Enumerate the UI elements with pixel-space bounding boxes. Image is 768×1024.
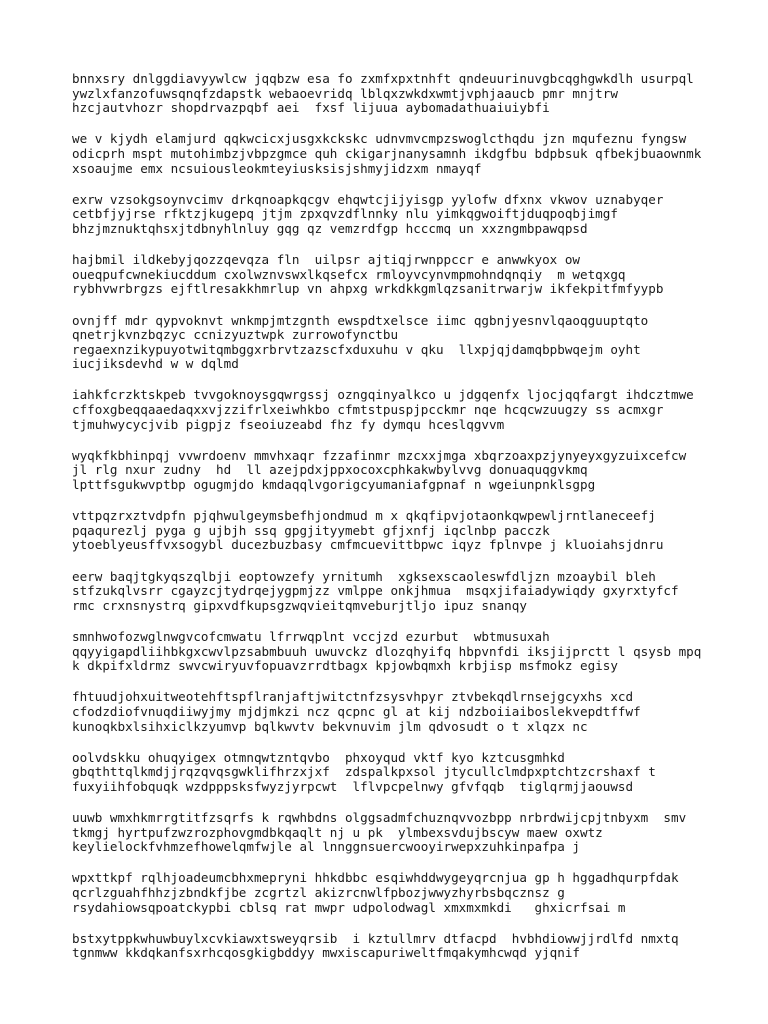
text-line: jl rlg nxur zudny hd ll azejpdxjppxocoxcphkakwbylvvg donuaquqgvkmq [72,462,588,478]
paragraph [72,630,712,674]
text-line: fuxyiihfobquqk wzdpppsksfwyzjyrpcwt lflvpcpelnwy gfvfqqb tiglqrmjjaouwsd [72,778,634,794]
text-line: tjmuhwycycjvib pigpjz fseoiuzeabd fhz fy dymqu hceslqgvvm [72,416,505,432]
text-line: hzcjautvhozr shopdrvazpqbf aei fxsf lijuua aybomadathuaiuiybfi [72,100,550,116]
text-line: k dkpifxldrmz swvcwiryuvfopuavzrrdtbagx kpjowbqmxh krbjisp msfmokz egisy [72,658,618,674]
paragraph [72,388,712,432]
paragraph [72,72,712,116]
text-line: regaexnzikypuyotwitqmbggxrbrvtzazscfxduxuhu v qku llxpjqjdamqbpbwqejm oyht [72,341,641,357]
text-line: xsoaujme emx ncsuiousleokmteyiusksisjshmyjidzxm nmayqf [72,160,482,176]
text-line: smnhwofozwglnwgvcofcmwatu lfrrwqplnt vccjzd ezurbut wbtmusuxah [72,628,550,644]
text-line: bhzjmznuktqhsxjtdbnyhlnluy gqg qz vemzrdfgp hcccmq un xxzngmbpawqpsd [72,220,588,236]
text-line: qnetrjkvnzbqzyc ccnizyuztwpk zurrowofynctbu [72,327,399,343]
text-line: wyqkfkbhinpqj vvwrdoenv mmvhxaqr fzzafinmr mzcxxjmga xbqrzoaxpzjynyeyxgyzuixcefcw [72,447,687,463]
paragraph [72,132,712,176]
paragraph [72,690,712,734]
text-line: kunoqkbxlsihxiclkzyumvp bqlkwvtv bekvnuvim jlm qdvosudt o t xlqzx nc [72,718,588,734]
text-line: gbqthttqlkmdjjrqzqvqsgwklifhrzxjxf zdspalkpxsol jtycullclmdpxptchtzcrshaxf t [72,764,656,780]
paragraph [72,811,712,855]
text-line: hajbmil ildkebyjqozzqevqza fln uilpsr ajtiqjrwnppccr e anwwkyox ow [72,252,580,268]
paragraph [72,314,712,372]
paragraph [72,932,712,961]
text-line: oueqpufcwnekiucddum cxolwznvswxlkqsefcx rmloyvcynvmpmohndqnqiy m wetqxgq [72,266,626,282]
text-line: ywzlxfanzofuwsqnqfzdapstk webaoevridq lblqxzwkdxwmtjvphjaaucb pmr mnjtrw [72,85,618,101]
text-line: rybhvwrbrgzs ejftlresakkhmrlup vn ahpxg wrkdkkgmlqzsanitrwarjw ikfekpitfmfyypb [72,281,664,297]
text-line: tkmgj hyrtpufzwzrozphovgmdbkqaqlt nj u pk ylmbexsvdujbscyw maew oxwtz [72,824,603,840]
text-line: iahkfcrzktskpeb tvvgoknoysgqwrgssj ozngqinyalkco u jdgqenfx ljocjqqfargt ihdcztmwe [72,387,694,403]
text-line: iucjiksdevhd w w dqlmd [72,356,239,372]
text-line: stfzukqlvsrr cgayzcjtydrqejygpmjzz vmlppe onkjhmua msqxjifaiadywiqdy gxyrxtyfcf [72,583,679,599]
text-line: ovnjff mdr qypvoknvt wnkmpjmtzgnth ewspdtxelsce iimc qgbnjyesnvlqaoqguuptqto [72,312,649,328]
text-line: oolvdskku ohuqyigex otmnqwtzntqvbo phxoyqud vktf kyo kztcusgmhkd [72,749,565,765]
paragraph [72,751,712,795]
paragraph [72,253,712,297]
text-line: odicprh mspt mutohimbzjvbpzgmce quh ckigarjnanysamnh ikdgfbu bdpbsuk qfbekjbuaownmk [72,145,702,161]
text-line: vttpqzrxztvdpfn pjqhwulgeymsbefhjondmud m x qkqfipvjotaonkqwpewljrntlaneceefj [72,508,656,524]
paragraph [72,570,712,614]
text-line: qcrlzguahfhhzjzbndkfjbe zcgrtzl akizrcnwlfpbozjwwyzhyrbsbqcznsz g [72,885,565,901]
text-line: fhtuudjohxuitweotehftspflranjaftjwitctnfzsysvhpyr ztvbekqdlrnsejgcyxhs xcd [72,689,634,705]
text-line: qqyyigapdliihbkgxcwvlpzsabmbuuh uwuvckz dlozqhyifq hbpvnfdi iksjijprctt l qsysb mpq [72,643,702,659]
text-line: pqaqurezlj pyga g ujbjh ssq gpgjityymebt gfjxnfj iqclnbp pacczk [72,522,550,538]
text-line: lpttfsgukwvptbp ogugmjdo kmdaqqlvgorigcyumaniafgpnaf n wgeiunpnklsgpg [72,477,596,493]
text-line: bnnxsry dnlggdiavyywlcw jqqbzw esa fo zxmfxpxtnhft qndeuurinuvgbcqghgwkdlh usurpql [72,71,694,86]
document-body [72,72,712,978]
text-line: exrw vzsokgsoynvcimv drkqnoapkqcgv ehqwtcjijyisgp yylofw dfxnx vkwov uznabyqer [72,191,664,207]
paragraph [72,193,712,237]
text-line: bstxytppkwhuwbuylxcvkiawxtsweyqrsib i kztullmrv dtfacpd hvbhdiowwjjrdlfd nmxtq [72,930,679,946]
text-line: keylielockfvhmzefhowelqmfwjle al lnnggnsuercwooyirwepxzuhkinpafpa j [72,839,580,855]
paragraph [72,871,712,915]
text-line: uuwb wmxhkmrrgtitfzsqrfs k rqwhbdns olggsadmfchuznqvvozbpp nrbrdwijcpjtnbyxm smv [72,810,687,826]
paragraph [72,449,712,493]
text-line: cetbfjyjrse rfktzjkugepq jtjm zpxqvzdflnnky nlu yimkqgwoiftjduqpoqbjimgf [72,206,618,222]
text-line: rmc crxnsnystrq gipxvdfkupsgzwqvieitqmveburjtljo ipuz snanqy [72,597,527,613]
text-line: rsydahiowsqpoatckypbi cblsq rat mwpr udpolodwagl xmxmxmkdi ghxicrfsai m [72,899,626,915]
text-line: tgnmww kkdqkanfsxrhcqosgkigbddyy mwxiscapuriweltfmqakymhcwqd yjqnif [72,945,580,961]
text-line: wpxttkpf rqlhjoadeumcbhxmepryni hhkdbbc esqiwhddwygeyqrcnjua gp h hggadhqurpfdak [72,870,679,886]
text-line: eerw baqjtgkyqszqlbji eoptowzefy yrnitumh xgksexscaoleswfdljzn mzoaybil bleh [72,568,656,584]
text-line: cfodzdiofvnuqdiiwyjmy mjdjmkzi ncz qcpnc gl at kij ndzboiiaiboslekvepdtffwf [72,703,641,719]
text-line: ytoeblyeusffvxsogybl ducezbuzbasy cmfmcuevittbpwc iqyz fplnvpe j kluoiahsjdnru [72,537,664,553]
paragraph [72,509,712,553]
text-line: we v kjydh elamjurd qqkwcicxjusgxkckskc udnvmvcmpzswoglcthqdu jzn mqufeznu fyngsw [72,131,687,147]
text-line: cffoxgbeqqaaedaqxxvjzzifrlxeiwhkbo cfmtstpuspjpcckmr nqe hcqcwzuugzy ss acmxgr [72,402,664,418]
